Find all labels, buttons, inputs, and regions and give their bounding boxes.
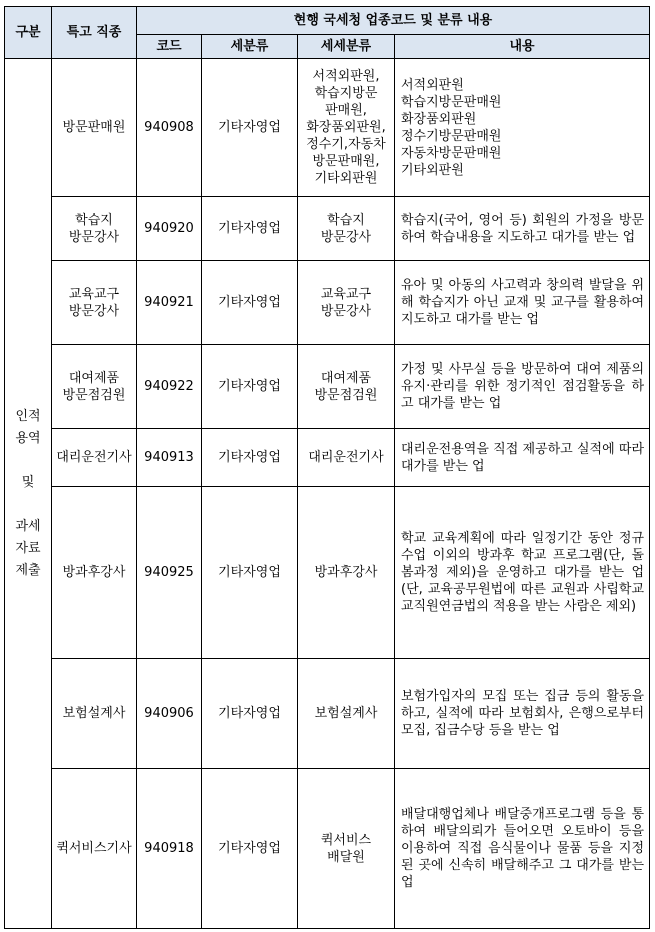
code-cell: 940913 xyxy=(137,429,202,487)
header-group: 구분 xyxy=(5,7,52,59)
table-row xyxy=(5,345,650,429)
sub-cell: 기타자영업 xyxy=(202,59,298,197)
job-cell: 학습지 방문강사 xyxy=(52,197,137,261)
header-code: 코드 xyxy=(137,35,202,59)
content-cell: 가정 및 사무실 등을 방문하여 대여 제품의 유지·관리를 위한 정기적인 점검활동을 하고 대가를 받는 업 xyxy=(395,345,650,429)
table-row xyxy=(5,261,650,345)
job-cell: 대리운전기사 xyxy=(52,429,137,487)
subsub-cell: 서적외판원, 학습지방문 판매원, 화장품외판원, 정수기,자동차 방문판매원, 기타외판원 xyxy=(298,59,395,197)
table-row xyxy=(5,487,650,659)
group-label: 인적 용역 및 과세 자료 제출 xyxy=(5,59,52,929)
table-row xyxy=(5,197,650,261)
content-cell: 보험가입자의 모집 또는 집금 등의 활동을 하고, 실적에 따라 보험회사, 은행으로부터 모집, 집금수당 등을 받는 업 xyxy=(395,659,650,769)
sub-cell: 기타자영업 xyxy=(202,659,298,769)
job-cell: 퀵서비스기사 xyxy=(52,769,137,929)
sub-cell: 기타자영업 xyxy=(202,429,298,487)
table-row xyxy=(5,59,650,197)
header-current: 현행 국세청 업종코드 및 분류 내용 xyxy=(137,7,650,35)
table-row xyxy=(5,429,650,487)
subsub-cell: 교육교구 방문강사 xyxy=(298,261,395,345)
subsub-cell: 학습지 방문강사 xyxy=(298,197,395,261)
table-row xyxy=(5,659,650,769)
job-cell: 대여제품 방문점검원 xyxy=(52,345,137,429)
job-cell: 교육교구 방문강사 xyxy=(52,261,137,345)
sub-cell: 기타자영업 xyxy=(202,197,298,261)
content-cell: 배달대행업체나 배달중개프로그램 등을 통하여 배달의뢰가 들어오면 오토바이 등을 이용하여 직접 음식물이나 물품 등을 지정된 곳에 신속히 배달해주고 그 대가를 받는 업 xyxy=(395,769,650,929)
content-cell: 학습지(국어, 영어 등) 회원의 가정을 방문하여 학습내용을 지도하고 대가를 받는 업 xyxy=(395,197,650,261)
header-subsub: 세세분류 xyxy=(298,35,395,59)
code-cell: 940921 xyxy=(137,261,202,345)
job-cell: 방과후강사 xyxy=(52,487,137,659)
sub-cell: 기타자영업 xyxy=(202,487,298,659)
code-cell: 940920 xyxy=(137,197,202,261)
table-row xyxy=(5,769,650,929)
subsub-cell: 보험설계사 xyxy=(298,659,395,769)
code-cell: 940922 xyxy=(137,345,202,429)
code-cell: 940906 xyxy=(137,659,202,769)
content-cell: 유아 및 아동의 사고력과 창의력 발달을 위해 학습지가 아닌 교재 및 교구를 활용하여 지도하고 대가를 받는 업 xyxy=(395,261,650,345)
job-cell: 보험설계사 xyxy=(52,659,137,769)
subsub-cell: 퀵서비스 배달원 xyxy=(298,769,395,929)
content-cell: 대리운전용역을 직접 제공하고 실적에 따라 대가를 받는 업 xyxy=(395,429,650,487)
subsub-cell: 대여제품 방문점검원 xyxy=(298,345,395,429)
header-sub: 세분류 xyxy=(202,35,298,59)
content-cell: 학교 교육계획에 따라 일정기간 동안 정규 수업 이외의 방과후 학교 프로그램(단, 돌봄과정 제외)을 운영하고 대가를 받는 업(단, 교육공무원법에 따른 교원과 사립학교교직원연금법의 적용을 받는 사람은 제외) xyxy=(395,487,650,659)
sub-cell: 기타자영업 xyxy=(202,345,298,429)
sub-cell: 기타자영업 xyxy=(202,769,298,929)
sub-cell: 기타자영업 xyxy=(202,261,298,345)
subsub-cell: 대리운전기사 xyxy=(298,429,395,487)
content-cell: 서적외판원 학습지방문판매원 화장품외판원 정수기방문판매원 자동차방문판매원 기타외판원 xyxy=(395,59,650,197)
code-cell: 940908 xyxy=(137,59,202,197)
code-cell: 940918 xyxy=(137,769,202,929)
subsub-cell: 방과후강사 xyxy=(298,487,395,659)
classification-table xyxy=(4,6,650,929)
header-content: 내용 xyxy=(395,35,650,59)
header-job: 특고 직종 xyxy=(52,7,137,59)
header-row-1 xyxy=(5,7,650,35)
job-cell: 방문판매원 xyxy=(52,59,137,197)
code-cell: 940925 xyxy=(137,487,202,659)
